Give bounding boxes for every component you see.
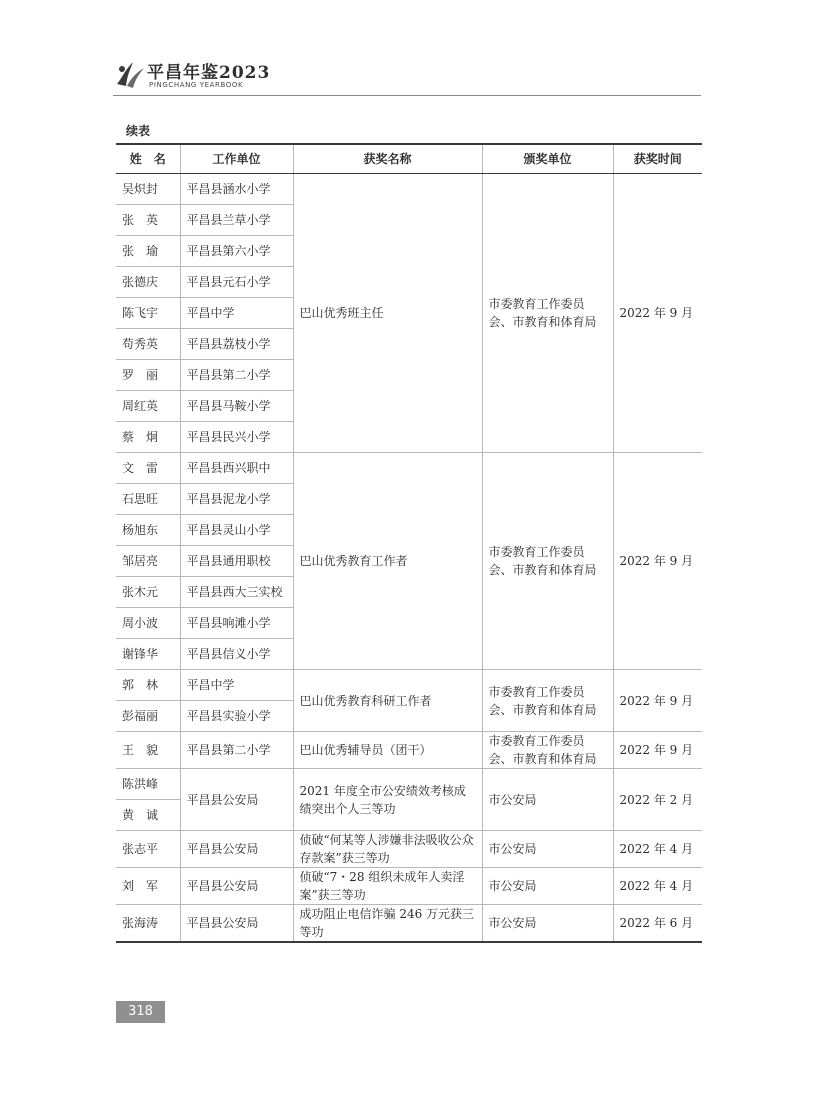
- yearbook-logo-icon: [113, 56, 145, 92]
- table-row: [116, 670, 702, 701]
- award-name-cell: 巴山优秀班主任: [293, 174, 482, 453]
- column-header-unit: 工作单位: [180, 144, 293, 174]
- work-unit-cell: 平昌县响滩小学: [180, 608, 293, 639]
- person-name-cell: 彭福丽: [116, 701, 180, 732]
- column-header-date: 获奖时间: [613, 144, 702, 174]
- table-header-row: [116, 144, 702, 174]
- table-row: [116, 174, 702, 205]
- work-unit-cell: 平昌县第二小学: [180, 732, 293, 769]
- awarding-body-cell: 市公安局: [482, 868, 613, 905]
- work-unit-cell: 平昌县公安局: [180, 905, 293, 943]
- award-date-cell: 2022 年 9 月: [613, 174, 702, 453]
- work-unit-cell: 平昌县泥龙小学: [180, 484, 293, 515]
- work-unit-cell: 平昌县西大三实校: [180, 577, 293, 608]
- person-name-cell: 陈洪峰: [116, 769, 180, 800]
- award-date-cell: 2022 年 2 月: [613, 769, 702, 831]
- work-unit-cell: 平昌县信义小学: [180, 639, 293, 670]
- person-name-cell: 罗 丽: [116, 360, 180, 391]
- person-name-cell: 蔡 炯: [116, 422, 180, 453]
- award-date-cell: 2022 年 9 月: [613, 732, 702, 769]
- continued-table-label: 续表: [126, 124, 151, 138]
- table-row: [116, 453, 702, 484]
- table-row: [116, 732, 702, 769]
- work-unit-cell: 平昌县荔枝小学: [180, 329, 293, 360]
- person-name-cell: 张木元: [116, 577, 180, 608]
- awarding-body-cell: 市公安局: [482, 769, 613, 831]
- person-name-cell: 邹居亮: [116, 546, 180, 577]
- table-body: [116, 174, 702, 943]
- yearbook-title: 平昌年鉴2023: [147, 63, 271, 83]
- person-name-cell: 文 雷: [116, 453, 180, 484]
- award-date-cell: 2022 年 4 月: [613, 831, 702, 868]
- work-unit-cell: 平昌县马鞍小学: [180, 391, 293, 422]
- awarding-body-cell: 市公安局: [482, 831, 613, 868]
- award-name-cell: 侦破“何某等人涉嫌非法吸收公众存款案”获三等功: [293, 831, 482, 868]
- award-date-cell: 2022 年 9 月: [613, 670, 702, 732]
- award-name-cell: 2021 年度全市公安绩效考核成绩突出个人三等功: [293, 769, 482, 831]
- work-unit-cell: 平昌县元石小学: [180, 267, 293, 298]
- work-unit-cell: 平昌县灵山小学: [180, 515, 293, 546]
- awarding-body-cell: 市公安局: [482, 905, 613, 943]
- awards-table: [116, 143, 702, 943]
- awarding-body-cell: 市委教育工作委员会、市教育和体育局: [482, 174, 613, 453]
- work-unit-cell: 平昌县第六小学: [180, 236, 293, 267]
- column-header-award: 获奖名称: [293, 144, 482, 174]
- work-unit-cell: 平昌县公安局: [180, 769, 293, 831]
- person-name-cell: 黄 诚: [116, 800, 180, 831]
- award-date-cell: 2022 年 4 月: [613, 868, 702, 905]
- person-name-cell: 郭 林: [116, 670, 180, 701]
- table-row: [116, 831, 702, 868]
- person-name-cell: 张德庆: [116, 267, 180, 298]
- awarding-body-cell: 市委教育工作委员会、市教育和体育局: [482, 453, 613, 670]
- person-name-cell: 张海涛: [116, 905, 180, 943]
- yearbook-subtitle: PINGCHANG YEARBOOK: [149, 81, 244, 89]
- award-name-cell: 巴山优秀教育科研工作者: [293, 670, 482, 732]
- person-name-cell: 石思旺: [116, 484, 180, 515]
- person-name-cell: 周小波: [116, 608, 180, 639]
- work-unit-cell: 平昌中学: [180, 670, 293, 701]
- table-row: [116, 868, 702, 905]
- page-number-tab: [116, 1001, 165, 1023]
- award-name-cell: 巴山优秀辅导员（团干）: [293, 732, 482, 769]
- person-name-cell: 周红英: [116, 391, 180, 422]
- person-name-cell: 张志平: [116, 831, 180, 868]
- column-header-name: 姓 名: [116, 144, 180, 174]
- award-name-cell: 巴山优秀教育工作者: [293, 453, 482, 670]
- person-name-cell: 张 瑜: [116, 236, 180, 267]
- award-date-cell: 2022 年 6 月: [613, 905, 702, 943]
- work-unit-cell: 平昌中学: [180, 298, 293, 329]
- person-name-cell: 陈飞宇: [116, 298, 180, 329]
- column-header-awarder: 颁奖单位: [482, 144, 613, 174]
- person-name-cell: 杨旭东: [116, 515, 180, 546]
- awarding-body-cell: 市委教育工作委员会、市教育和体育局: [482, 670, 613, 732]
- header-divider: [113, 95, 701, 96]
- work-unit-cell: 平昌县民兴小学: [180, 422, 293, 453]
- person-name-cell: 张 英: [116, 205, 180, 236]
- award-date-cell: 2022 年 9 月: [613, 453, 702, 670]
- page-number: 318: [128, 1004, 153, 1019]
- person-name-cell: 谢锋华: [116, 639, 180, 670]
- award-name-cell: 侦破“7・28 组织未成年人卖淫案”获三等功: [293, 868, 482, 905]
- award-name-cell: 成功阻止电信诈骗 246 万元获三等功: [293, 905, 482, 943]
- person-name-cell: 刘 军: [116, 868, 180, 905]
- awarding-body-cell: 市委教育工作委员会、市教育和体育局: [482, 732, 613, 769]
- person-name-cell: 吴炽封: [116, 174, 180, 205]
- work-unit-cell: 平昌县西兴职中: [180, 453, 293, 484]
- table-row: [116, 905, 702, 943]
- work-unit-cell: 平昌县公安局: [180, 831, 293, 868]
- person-name-cell: 王 貌: [116, 732, 180, 769]
- work-unit-cell: 平昌县兰草小学: [180, 205, 293, 236]
- work-unit-cell: 平昌县第二小学: [180, 360, 293, 391]
- page-header: [113, 52, 701, 98]
- work-unit-cell: 平昌县涵水小学: [180, 174, 293, 205]
- work-unit-cell: 平昌县实验小学: [180, 701, 293, 732]
- work-unit-cell: 平昌县通用职校: [180, 546, 293, 577]
- person-name-cell: 苟秀英: [116, 329, 180, 360]
- table-row: [116, 769, 702, 800]
- work-unit-cell: 平昌县公安局: [180, 868, 293, 905]
